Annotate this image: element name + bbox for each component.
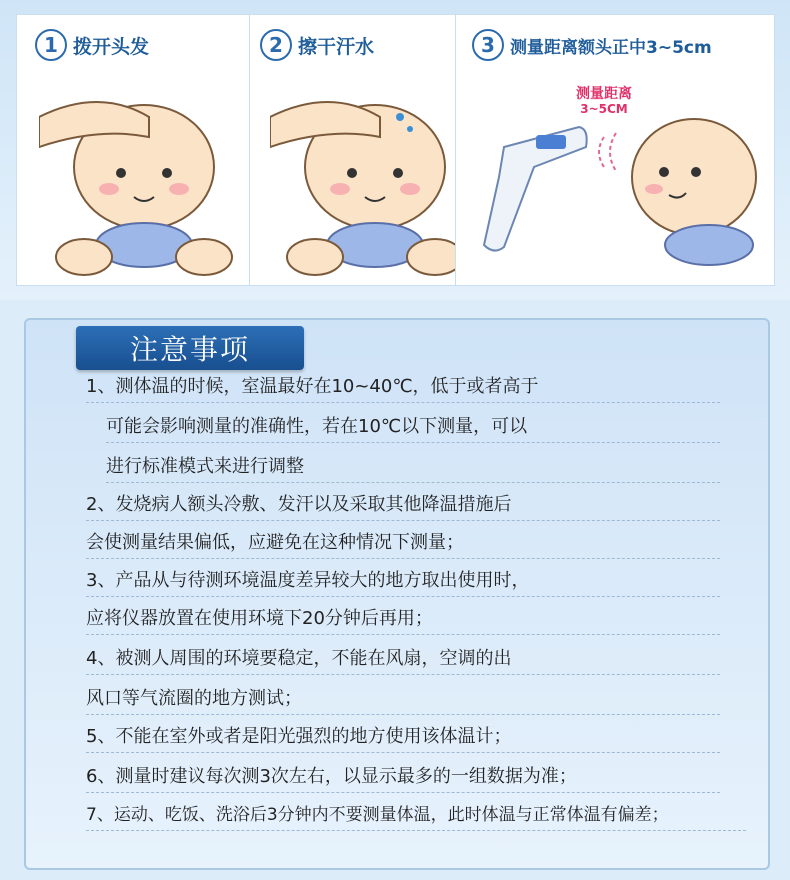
note-line: 6、测量时建议每次测3次左右，以显示最多的一组数据为准； bbox=[86, 762, 720, 793]
step-3-panel bbox=[455, 14, 775, 286]
note-line: 2、发烧病人额头冷敷、发汗以及采取其他降温措施后 bbox=[86, 490, 720, 521]
note-line: 风口等气流圈的地方测试； bbox=[86, 684, 720, 715]
notes-title: 注意事项 bbox=[76, 326, 304, 370]
step-2-header bbox=[260, 29, 374, 61]
step-1-number: 1 bbox=[35, 29, 67, 61]
distance-value: 3~5CM bbox=[580, 102, 628, 116]
distance-label: 测量距离 bbox=[576, 86, 632, 102]
step-2-number: 2 bbox=[260, 29, 292, 61]
step-3-label: 测量距离额头正中3~5cm bbox=[510, 37, 712, 58]
baby-brushing-hair-illustration bbox=[39, 77, 239, 277]
baby-wiping-sweat-illustration bbox=[270, 77, 470, 277]
note-line: 3、产品从与待测环境温度差异较大的地方取出使用时， bbox=[86, 566, 720, 597]
step-2-label: 擦干汗水 bbox=[298, 35, 375, 58]
note-line: 4、被测人周围的环境要稳定，不能在风扇，空调的出 bbox=[86, 644, 720, 675]
note-line: 会使测量结果偏低，应避免在这种情况下测量； bbox=[86, 528, 720, 559]
note-line: 可能会影响测量的准确性，若在10℃以下测量，可以 bbox=[106, 412, 720, 443]
note-line: 应将仪器放置在使用环境下20分钟后再用； bbox=[86, 604, 720, 635]
step-3-number: 3 bbox=[472, 29, 504, 61]
note-line: 1、测体温的时候，室温最好在10~40℃，低于或者高于 bbox=[86, 372, 720, 403]
distance-callout bbox=[576, 87, 632, 117]
note-line: 5、不能在室外或者是阳光强烈的地方使用该体温计； bbox=[86, 722, 720, 753]
note-line: 7、运动、吃饭、洗浴后3分钟内不要测量体温，此时体温与正常体温有偏差； bbox=[86, 800, 746, 831]
step-3-header bbox=[472, 29, 712, 61]
step-1-label: 拨开头发 bbox=[73, 35, 150, 58]
step-1-header bbox=[35, 29, 149, 61]
step-1-panel bbox=[16, 14, 261, 286]
note-line: 进行标准模式来进行调整 bbox=[106, 452, 720, 483]
